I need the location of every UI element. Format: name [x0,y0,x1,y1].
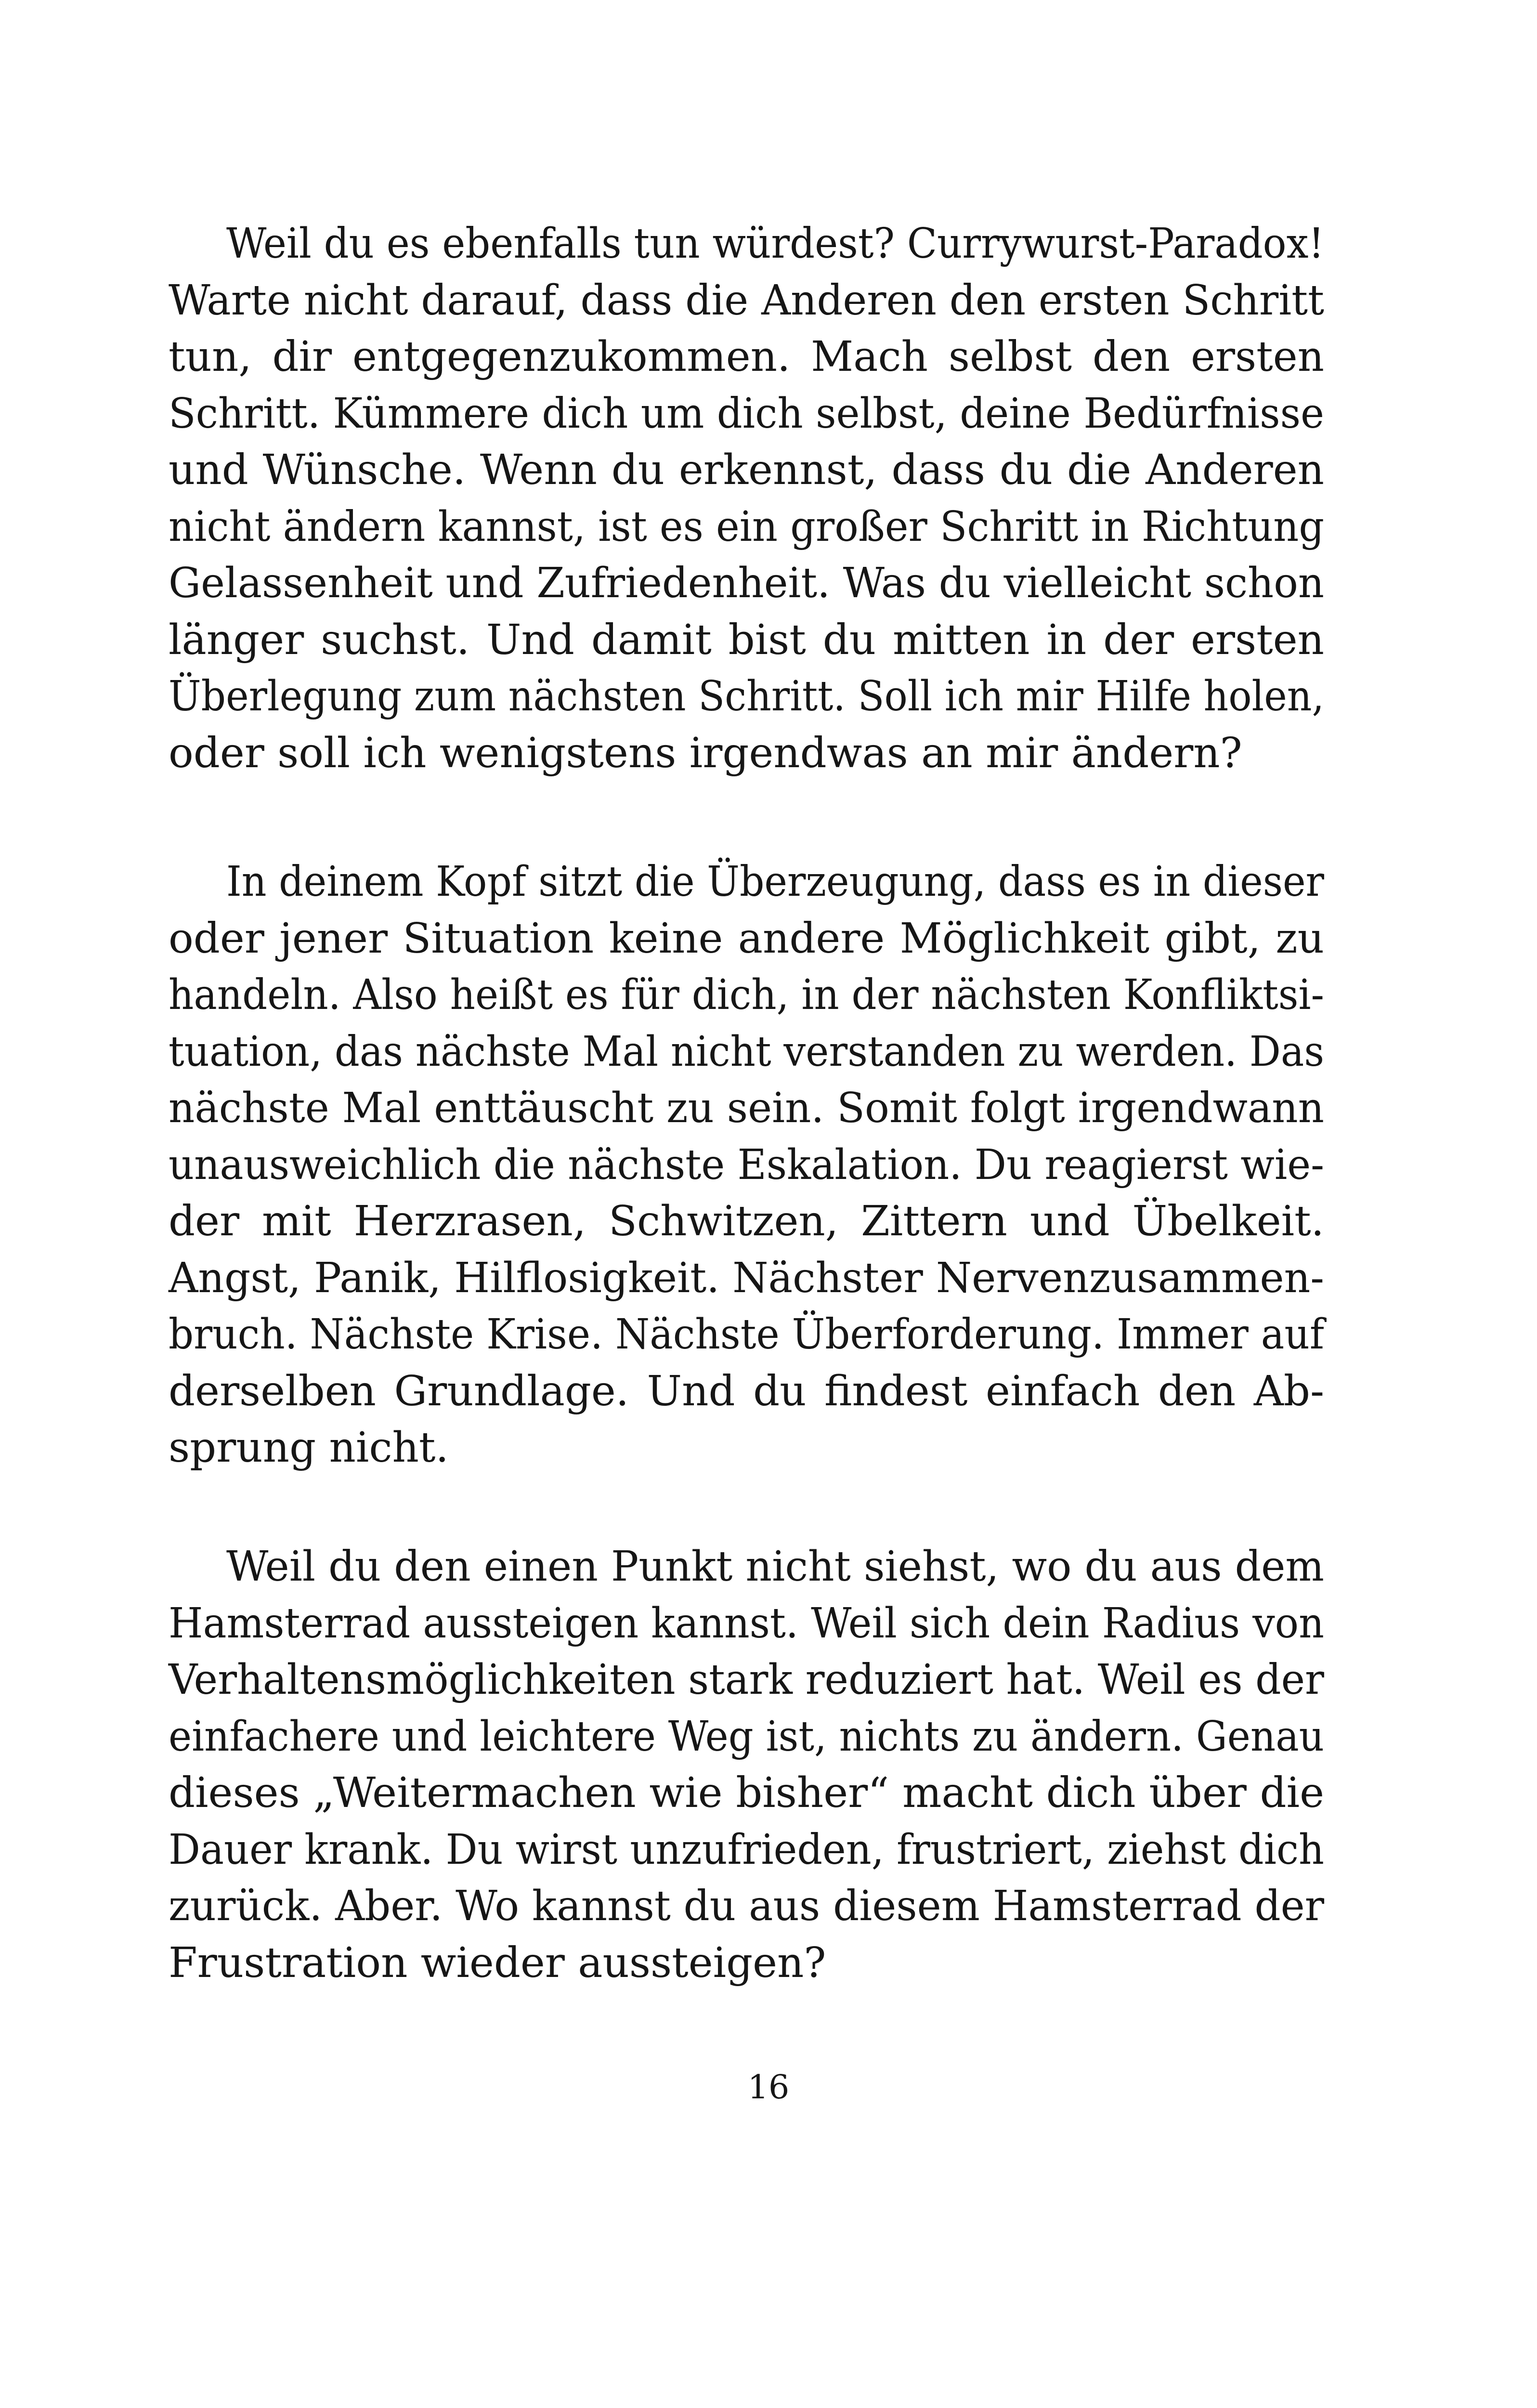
text-line: tun, dir entgegenzukommen. Mach selbst den ersten [169,333,1324,381]
text-line: handeln. Also heißt es für dich, in der nächsten Konfliktsi- [169,971,1324,1019]
text-line: Weil du es ebenfalls tun würdest? Currywurst-Paradox! [226,220,1324,268]
text-line: sprung nicht. [169,1424,449,1472]
text-line: Überlegung zum nächsten Schritt. Soll ich mir Hilfe holen, [169,672,1324,720]
text-line: nächste Mal enttäuscht zu sein. Somit folgt irgendwann [169,1084,1324,1132]
paragraph-3 [169,1539,1324,1991]
text-line: Weil du den einen Punkt nicht siehst, wo du aus dem [226,1543,1324,1591]
text-line: tuation, das nächste Mal nicht verstanden zu werden. Das [169,1027,1324,1076]
text-line: Angst, Panik, Hilflosigkeit. Nächster Nervenzusammen- [169,1254,1324,1302]
text-line: nicht ändern kannst, ist es ein großer Schritt in Richtung [169,502,1324,551]
text-line: Schritt. Kümmere dich um dich selbst, deine Bedürfnisse [169,389,1324,438]
text-line: Hamsterrad aussteigen kannst. Weil sich dein Radius von [169,1599,1324,1648]
page-number: 16 [747,2068,790,2107]
text-line: zurück. Aber. Wo kannst du aus diesem Hamsterrad der [169,1882,1324,1930]
text-line: unausweichlich die nächste Eskalation. Du reagierst wie- [169,1140,1324,1189]
text-line: einfachere und leichtere Weg ist, nichts zu ändern. Genau [169,1712,1324,1761]
text-line: Gelassenheit und Zufriedenheit. Was du vielleicht schon [169,559,1324,607]
text-line: und Wünsche. Wenn du erkennst, dass du die Anderen [169,446,1324,494]
text-line: In deinem Kopf sitzt die Überzeugung, dass es in dieser [226,858,1324,906]
text-line: oder jener Situation keine andere Möglichkeit gibt, zu [169,914,1324,963]
text-line: bruch. Nächste Krise. Nächste Überforderung. Immer auf [169,1310,1324,1359]
text-line: Frustration wieder aussteigen? [169,1938,826,1987]
text-line: oder soll ich wenigstens irgendwas an mir ändern? [169,729,1242,777]
paragraph-2 [169,854,1324,1477]
paragraph-1 [169,216,1324,782]
text-line: derselben Grundlage. Und du findest einfach den Ab- [169,1367,1324,1415]
text-line: dieses „Weitermachen wie bisher“ macht dich über die [169,1769,1324,1817]
text-line: Dauer krank. Du wirst unzufrieden, frustriert, ziehst dich [169,1825,1324,1874]
text-line: Warte nicht darauf, dass die Anderen den ersten Schritt [169,276,1324,325]
text-line: der mit Herzrasen, Schwitzen, Zittern und Übelkeit. [169,1197,1324,1245]
text-line: länger suchst. Und damit bist du mitten in der ersten [169,615,1324,664]
text-line: Verhaltensmöglichkeiten stark reduziert hat. Weil es der [169,1656,1324,1704]
